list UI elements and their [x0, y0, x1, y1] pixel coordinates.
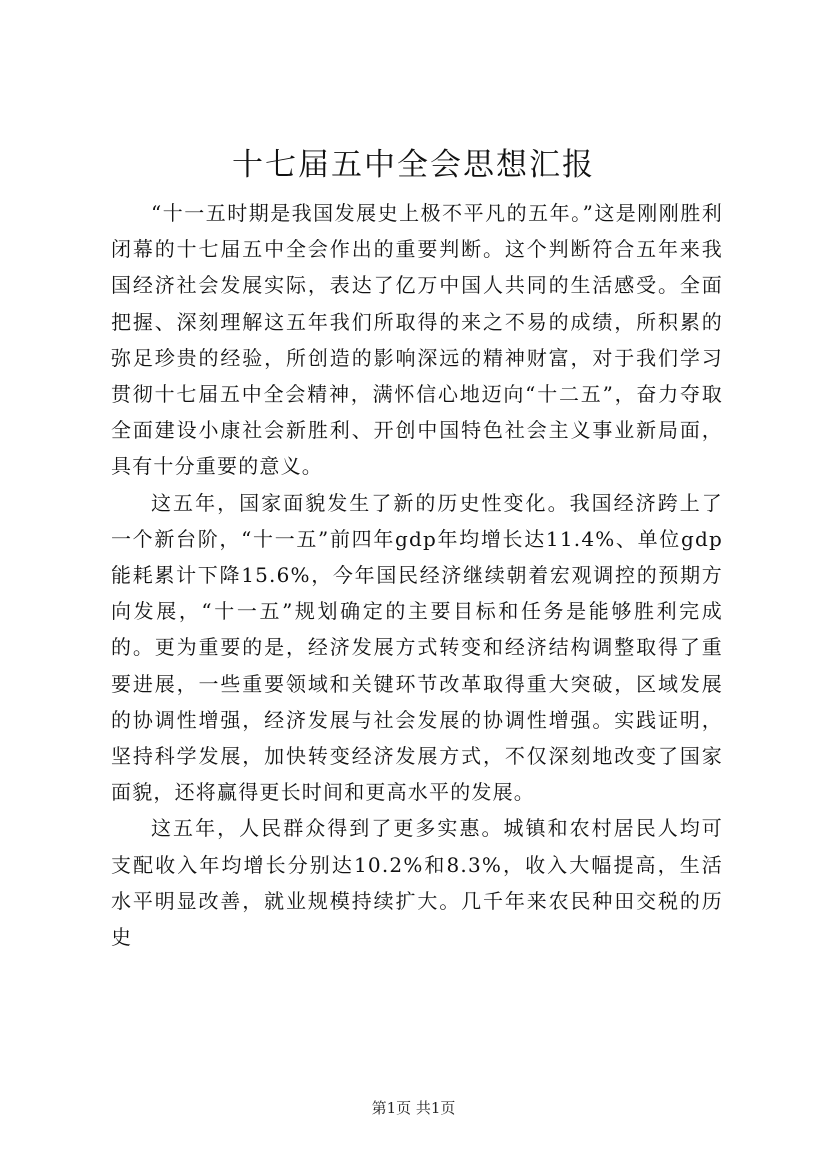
page-footer: 第1页 共1页 — [371, 1099, 456, 1117]
paragraph-3: 这五年，人民群众得到了更多实惠。城镇和农村居民人均可支配收入年均增长分别达10.2%和8.3%，收入大幅提高，生活水平明显改善，就业规模持续扩大。几千年来农民种田交税的历史 — [111, 816, 723, 950]
paragraph-1: “十一五时期是我国发展史上极不平凡的五年。”这是刚刚胜利闭幕的十七届五中全会作出的重要判断。这个判断符合五年来我国经济社会发展实际，表达了亿万中国人共同的生活感受。全面把握、深刻理解这五年我们所取得的来之不易的成绩，所积累的弥足珍贵的经验，所创造的影响深远的精神财富，对于我们学习贯彻十七届五中全会精神，满怀信心地迈向“十二五”，奋力夺取全面建设小康社会新胜利、开创中国特色社会主义事业新局面，具有十分重要的意义。 — [111, 201, 723, 479]
paragraph-2: 这五年，国家面貌发生了新的历史性变化。我国经济跨上了一个新台阶，“十一五”前四年gdp年均增长达11.4%、单位gdp能耗累计下降15.6%，今年国民经济继续朝着宏观调控的预期方向发展，“十一五”规划确定的主要目标和任务是能够胜利完成的。更为重要的是，经济发展方式转变和经济结构调整取得了重要进展，一些重要领域和关键环节改革取得重大突破，区域发展的协调性增强，经济发展与社会发展的协调性增强。实践证明，坚持科学发展，加快转变经济发展方式，不仅深刻地改变了国家面貌，还将赢得更长时间和更高水平的发展。 — [111, 490, 723, 805]
document-body — [111, 195, 723, 955]
document-title: 十七届五中全会思想汇报 — [232, 147, 595, 183]
